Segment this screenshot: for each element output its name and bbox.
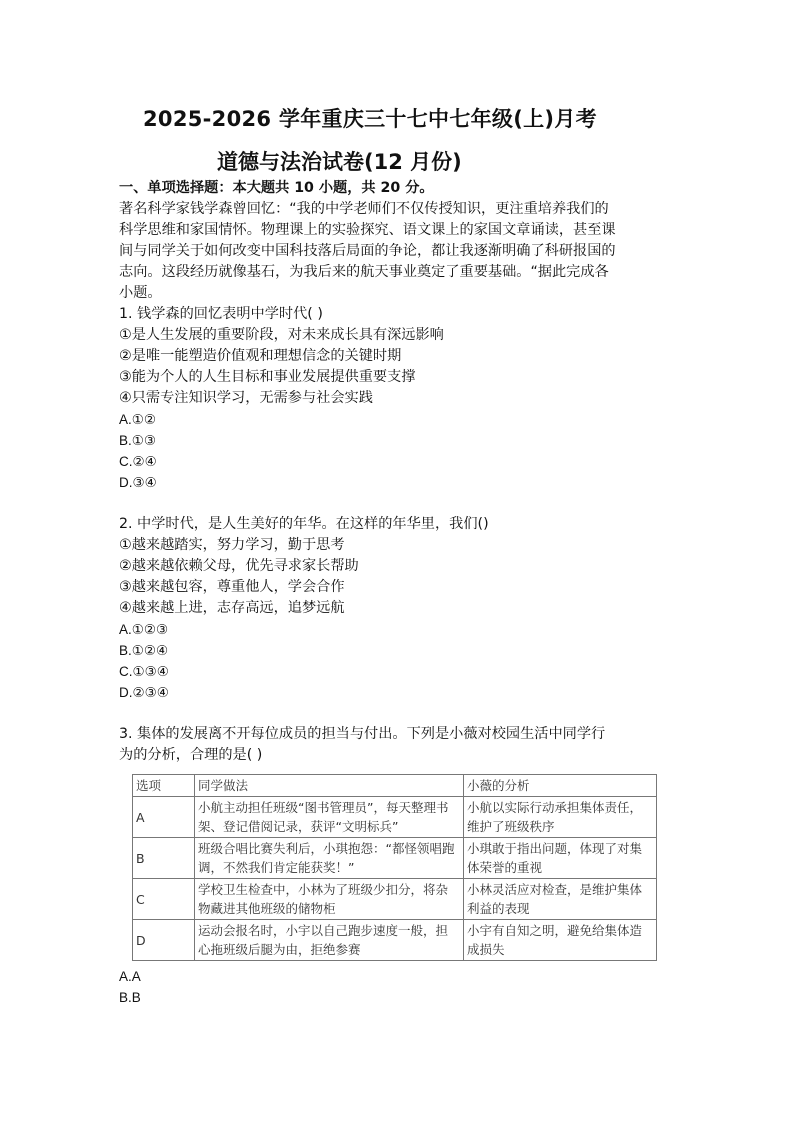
spacer bbox=[119, 493, 679, 514]
section-heading: 一、单项选择题：本大题共 10 小题，共 20 分。 bbox=[119, 180, 434, 196]
statement: ③越来越包容，尊重他人，学会合作 bbox=[119, 579, 345, 595]
table-row bbox=[133, 838, 657, 879]
analysis-table bbox=[132, 774, 657, 961]
table-cell: 运动会报名时，小宇以自己跑步速度一般，担心拖班级后腿为由，拒绝参赛 bbox=[195, 920, 464, 961]
question-stem: 为的分析，合理的是( ) bbox=[119, 747, 263, 763]
answer-option-d[interactable]: D.③④ bbox=[119, 475, 157, 490]
answer-option-a[interactable]: A.①②③ bbox=[119, 622, 169, 637]
table-cell: B bbox=[133, 838, 195, 879]
question-2 bbox=[119, 514, 679, 703]
table-header-cell: 同学做法 bbox=[195, 775, 464, 797]
question-1 bbox=[119, 304, 679, 493]
passage-line: 志向。这段经历就像基石，为我后来的航天事业奠定了重要基础。“据此完成各 bbox=[119, 264, 609, 280]
table-cell: 小宇有自知之明，避免给集体造成损失 bbox=[464, 920, 657, 961]
table-cell: 小航主动担任班级“图书管理员”，每天整理书架、登记借阅记录，获评“文明标兵” bbox=[195, 797, 464, 838]
question-stem: 1. 钱学森的回忆表明中学时代( ) bbox=[119, 306, 323, 322]
table-header-cell: 选项 bbox=[133, 775, 195, 797]
passage-line: 著名科学家钱学森曾回忆：“我的中学老师们不仅传授知识，更注重培养我们的 bbox=[119, 201, 609, 217]
answer-option-a[interactable]: A.①② bbox=[119, 412, 156, 427]
question-stem: 2. 中学时代，是人生美好的年华。在这样的年华里，我们() bbox=[119, 516, 489, 532]
statement: ①越来越踏实，努力学习，勤于思考 bbox=[119, 537, 345, 553]
passage-line: 小题。 bbox=[119, 285, 162, 301]
statement: ③能为个人的人生目标和事业发展提供重要支撑 bbox=[119, 369, 416, 385]
table-row bbox=[133, 879, 657, 920]
table-cell: 学校卫生检查中，小林为了班级少扣分，将杂物藏进其他班级的储物柜 bbox=[195, 879, 464, 920]
table-cell: A bbox=[133, 797, 195, 838]
statement: ②越来越依赖父母，优先寻求家长帮助 bbox=[119, 558, 359, 574]
answer-option-d[interactable]: D.②③④ bbox=[119, 685, 169, 700]
table-cell: 小林灵活应对检查，是维护集体利益的表现 bbox=[464, 879, 657, 920]
statement: ①是人生发展的重要阶段，对未来成长具有深远影响 bbox=[119, 327, 444, 343]
question-3-options bbox=[119, 966, 141, 1008]
statement: ④只需专注知识学习，无需参与社会实践 bbox=[119, 390, 373, 406]
passage-line: 间与同学关于如何改变中国科技落后局面的争论，都让我逐渐明确了科研报国的 bbox=[119, 243, 616, 259]
table-row bbox=[133, 920, 657, 961]
exam-content bbox=[119, 178, 679, 766]
reading-passage bbox=[119, 199, 679, 304]
spacer bbox=[119, 703, 679, 724]
answer-option-b[interactable]: B.①②④ bbox=[119, 643, 169, 658]
table-cell: 小航以实际行动承担集体责任，维护了班级秩序 bbox=[464, 797, 657, 838]
table-header-row bbox=[133, 775, 657, 797]
table-cell: 班级合唱比赛失利后，小琪抱怨：“都怪领唱跑调，不然我们肯定能获奖！” bbox=[195, 838, 464, 879]
passage-line: 科学思维和家国情怀。物理课上的实验探究、语文课上的家国文章诵读，甚至课 bbox=[119, 222, 616, 238]
table-row bbox=[133, 797, 657, 838]
exam-title-line2: 道德与法治试卷(12 月份) bbox=[217, 150, 462, 174]
table-cell: C bbox=[133, 879, 195, 920]
answer-option-b[interactable]: B.B bbox=[119, 990, 141, 1005]
table-cell: D bbox=[133, 920, 195, 961]
statement: ②是唯一能塑造价值观和理想信念的关键时期 bbox=[119, 348, 402, 364]
statement: ④越来越上进，志存高远，追梦远航 bbox=[119, 600, 345, 616]
answer-option-c[interactable]: C.②④ bbox=[119, 454, 157, 469]
question-stem: 3. 集体的发展离不开每位成员的担当与付出。下列是小薇对校园生活中同学行 bbox=[119, 726, 606, 742]
table-header-cell: 小薇的分析 bbox=[464, 775, 657, 797]
exam-title-line1: 2025-2026 学年重庆三十七中七年级(上)月考 bbox=[143, 107, 597, 131]
answer-option-c[interactable]: C.①③④ bbox=[119, 664, 169, 679]
answer-option-b[interactable]: B.①③ bbox=[119, 433, 156, 448]
table-cell: 小琪敢于指出问题，体现了对集体荣誉的重视 bbox=[464, 838, 657, 879]
answer-option-a[interactable]: A.A bbox=[119, 969, 141, 984]
question-3 bbox=[119, 724, 679, 766]
